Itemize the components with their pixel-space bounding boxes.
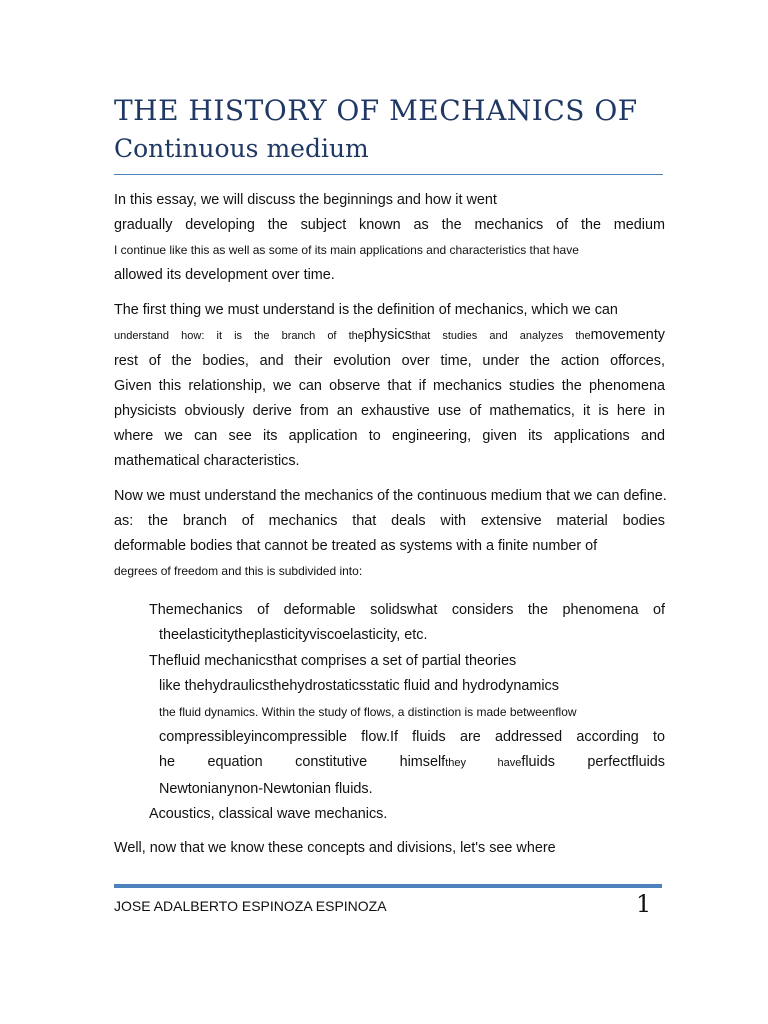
paragraph-line: The first thing we must understand is the definition of mechanics, which we can — [114, 302, 618, 318]
text-run: that studies and analyzes the — [411, 330, 591, 342]
page-number: 1 — [636, 890, 652, 918]
paragraph-line: as: the branch of mechanics that deals with extensive material bodies — [114, 513, 665, 529]
list-item — [114, 649, 665, 802]
paragraph-line: In this essay, we will discuss the beginnings and how it went — [114, 192, 497, 208]
paragraph-line: degrees of freedom and this is subdivided into: — [114, 564, 363, 578]
paragraph-line: allowed its development over time. — [114, 267, 335, 283]
text-run: fluids perfectfluids — [521, 754, 666, 771]
list-item-line: like thehydraulicsthehydrostaticsstatic fluid and hydrodynamics — [159, 678, 559, 695]
footer-rule — [114, 884, 662, 888]
title-underline — [114, 174, 663, 175]
paragraph-definition — [114, 298, 665, 474]
text-run: he equation constitutive himself — [159, 754, 446, 771]
paragraph-line: Well, now that we know these concepts and divisions, let's see where — [114, 839, 556, 856]
list-item-line: Newtonianynon-Newtonian fluids. — [159, 780, 373, 797]
list-item-line-mixed — [159, 750, 665, 776]
paragraph-line: physicists obviously derive from an exhaustive use of mathematics, it is here in — [114, 403, 665, 419]
paragraph-line: deformable bodies that cannot be treated as systems with a finite number of — [114, 538, 598, 554]
text-run: they have — [445, 757, 522, 770]
list-item — [114, 598, 665, 649]
list-item-line: Themechanics of deformable solidswhat considers the phenomena of — [149, 602, 665, 618]
paragraph-continuous-medium — [114, 484, 665, 584]
paragraph-line: where we can see its application to engineering, given its applications and — [114, 428, 665, 444]
text-run: understand how: it is the branch of the — [114, 330, 364, 342]
list-item-line: Thefluid mechanicsthat comprises a set of partial theories — [149, 652, 517, 669]
list-item-line: Acoustics, classical wave mechanics. — [149, 806, 388, 823]
text-run: ty — [653, 327, 666, 343]
paragraph-intro — [114, 188, 665, 288]
paragraph-line: gradually developing the subject known as the mechanics of the medium — [114, 217, 665, 233]
paragraph-line: I continue like this as well as some of its main applications and characteristics that have — [114, 243, 579, 257]
document-title-line1: THE HISTORY OF MECHANICS OF — [114, 94, 638, 127]
list-item-line: the fluid dynamics. Within the study of flows, a distinction is made betweenflow — [159, 704, 577, 719]
subdivision-list — [114, 598, 665, 828]
paragraph-line: mathematical characteristics. — [114, 453, 300, 469]
paragraph-line-mixed — [114, 323, 665, 349]
paragraph-line: Given this relationship, we can observe that if mechanics studies the phenomena — [114, 378, 665, 394]
list-item-line: theelasticitytheplasticityviscoelasticity, etc. — [159, 627, 428, 644]
list-item — [114, 802, 665, 827]
text-run: physics — [363, 327, 412, 343]
list-item-line: compressibleyincompressible flow.If fluids are addressed according to — [159, 729, 665, 746]
paragraph-line: rest of the bodies, and their evolution over time, under the action offorces, — [114, 353, 665, 369]
paragraph-closing — [114, 836, 665, 861]
document-body — [114, 188, 665, 871]
paragraph-line: Now we must understand the mechanics of the continuous medium that we can define. — [114, 488, 667, 504]
document-title-line2: Continuous medium — [114, 134, 369, 163]
text-run: movemen — [590, 327, 654, 343]
footer-author: JOSE ADALBERTO ESPINOZA ESPINOZA — [114, 898, 387, 914]
